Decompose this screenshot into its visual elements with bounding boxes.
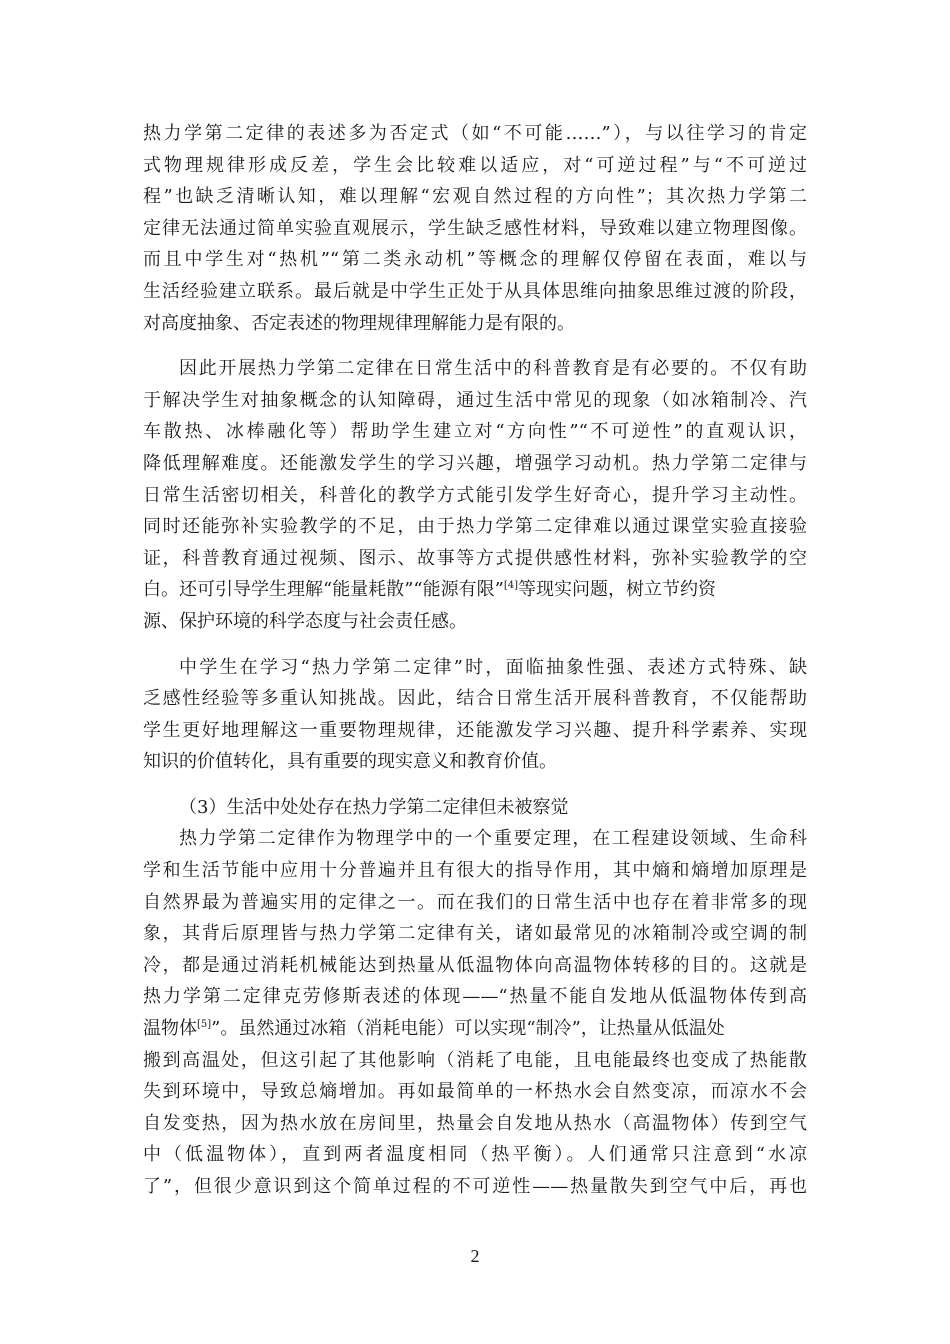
text-line: 定律无法通过简单实验直观展示，学生缺乏感性材料，导致难以建立物理图像。 bbox=[143, 217, 807, 239]
text-line: 对高度抽象、否定表述的物理规律理解能力是有限的。 bbox=[143, 312, 575, 334]
section-heading: （3）生活中处处存在热力学第二定律但未被察觉 bbox=[179, 796, 569, 818]
text-line: 冷，都是通过消耗机械能达到热量从低温物体向高温物体转移的目的。这就是 bbox=[143, 954, 807, 976]
text-segment: 温物体 bbox=[143, 1018, 197, 1040]
text-line: 搬到高温处，但这引起了其他影响（消耗了电能，且电能最终也变成了热能散 bbox=[143, 1049, 807, 1071]
text-line: 因此开展热力学第二定律在日常生活中的科普教育是有必要的。不仅有助 bbox=[179, 358, 807, 380]
text-line: 中（低温物体），直到两者温度相同（热平衡）。人们通常只注意到“水凉 bbox=[143, 1144, 807, 1166]
text-segment: 白。还可引导学生理解“能量耗散”“能源有限” bbox=[143, 579, 504, 601]
text-line: 而且中学生对“热机”“第二类永动机”等概念的理解仅停留在表面，难以与 bbox=[143, 249, 807, 271]
text-line: 日常生活密切相关，科普化的教学方式能引发学生好奇心，提升学习主动性。 bbox=[143, 484, 807, 506]
text-line: 失到环境中，导致总熵增加。再如最简单的一杯热水会自然变凉，而凉水不会 bbox=[143, 1081, 807, 1103]
page-number: 2 bbox=[470, 1246, 480, 1266]
text-line: 象，其背后原理皆与热力学第二定律有关，诸如最常见的冰箱制冷或空调的制 bbox=[143, 923, 807, 945]
text-line: 自然界最为普遍实用的定律之一。而在我们的日常生活中也存在着非常多的现 bbox=[143, 891, 807, 913]
paragraph-3 bbox=[143, 652, 807, 778]
text-line: 了”，但很少意识到这个简单过程的不可逆性——热量散失到空气中后，再也 bbox=[143, 1176, 807, 1197]
paragraph-2 bbox=[143, 353, 807, 637]
body-text bbox=[143, 118, 807, 1203]
text-line bbox=[143, 574, 807, 606]
text-line: 热力学第二定律的表述多为否定式（如“不可能……”），与以往学习的肯定 bbox=[143, 123, 807, 144]
text-line: 同时还能弥补实验教学的不足，由于热力学第二定律难以通过课堂实验直接验 bbox=[143, 516, 807, 538]
text-line: 热力学第二定律作为物理学中的一个重要定理，在工程建设领域、生命科 bbox=[179, 828, 807, 850]
text-line: 学生更好地理解这一重要物理规律，还能激发学习兴趣、提升科学素养、实现 bbox=[143, 719, 807, 741]
text-line: 证，科普教育通过视频、图示、故事等方式提供感性材料，弥补实验教学的空 bbox=[143, 547, 807, 569]
paragraph-1 bbox=[143, 118, 807, 339]
text-line: 生活经验建立联系。最后就是中学生正处于从具体思维向抽象思维过渡的阶段， bbox=[143, 280, 807, 302]
text-line: 热力学第二定律克劳修斯表述的体现——“热量不能自发地从低温物体传到高 bbox=[143, 986, 807, 1008]
citation-ref: [4] bbox=[503, 580, 518, 592]
text-line: 乏感性经验等多重认知挑战。因此，结合日常生活开展科普教育，不仅能帮助 bbox=[143, 688, 807, 710]
text-line: 知识的价值转化，具有重要的现实意义和教育价值。 bbox=[143, 751, 557, 773]
citation-ref: [5] bbox=[197, 1019, 212, 1031]
text-segment: 等现实问题，树立节约资 bbox=[517, 579, 716, 601]
text-line: 降低理解难度。还能激发学生的学习兴趣，增强学习动机。热力学第二定律与 bbox=[143, 452, 807, 474]
text-segment: ”。虽然通过冰箱（消耗电能）可以实现“制冷”，让热量从低温处 bbox=[211, 1018, 725, 1040]
text-line: 程”也缺乏清晰认知，难以理解“宏观自然过程的方向性”；其次热力学第二 bbox=[143, 186, 807, 208]
paragraph-gap bbox=[143, 339, 807, 353]
text-line: 自发变热，因为热水放在房间里，热量会自发地从热水（高温物体）传到空气 bbox=[143, 1112, 807, 1134]
text-line: 源、保护环境的科学态度与社会责任感。 bbox=[143, 610, 467, 632]
text-line: 式物理规律形成反差，学生会比较难以适应，对“可逆过程”与“不可逆过 bbox=[143, 154, 807, 176]
text-line: 中学生在学习“热力学第二定律”时，面临抽象性强、表述方式特殊、缺 bbox=[179, 656, 807, 678]
paragraph-gap bbox=[143, 638, 807, 652]
paragraph-4 bbox=[143, 823, 807, 1202]
text-line bbox=[143, 1013, 807, 1045]
paragraph-gap bbox=[143, 778, 807, 792]
text-line: 于解决学生对抽象概念的认知障碍，通过生活中常见的现象（如冰箱制冷、汽 bbox=[143, 389, 807, 411]
text-line: 学和生活节能中应用十分普遍并且有很大的指导作用，其中熵和熵增加原理是 bbox=[143, 860, 807, 882]
text-line: 车散热、冰棒融化等）帮助学生建立对“方向性”“不可逆性”的直观认识， bbox=[143, 421, 807, 443]
